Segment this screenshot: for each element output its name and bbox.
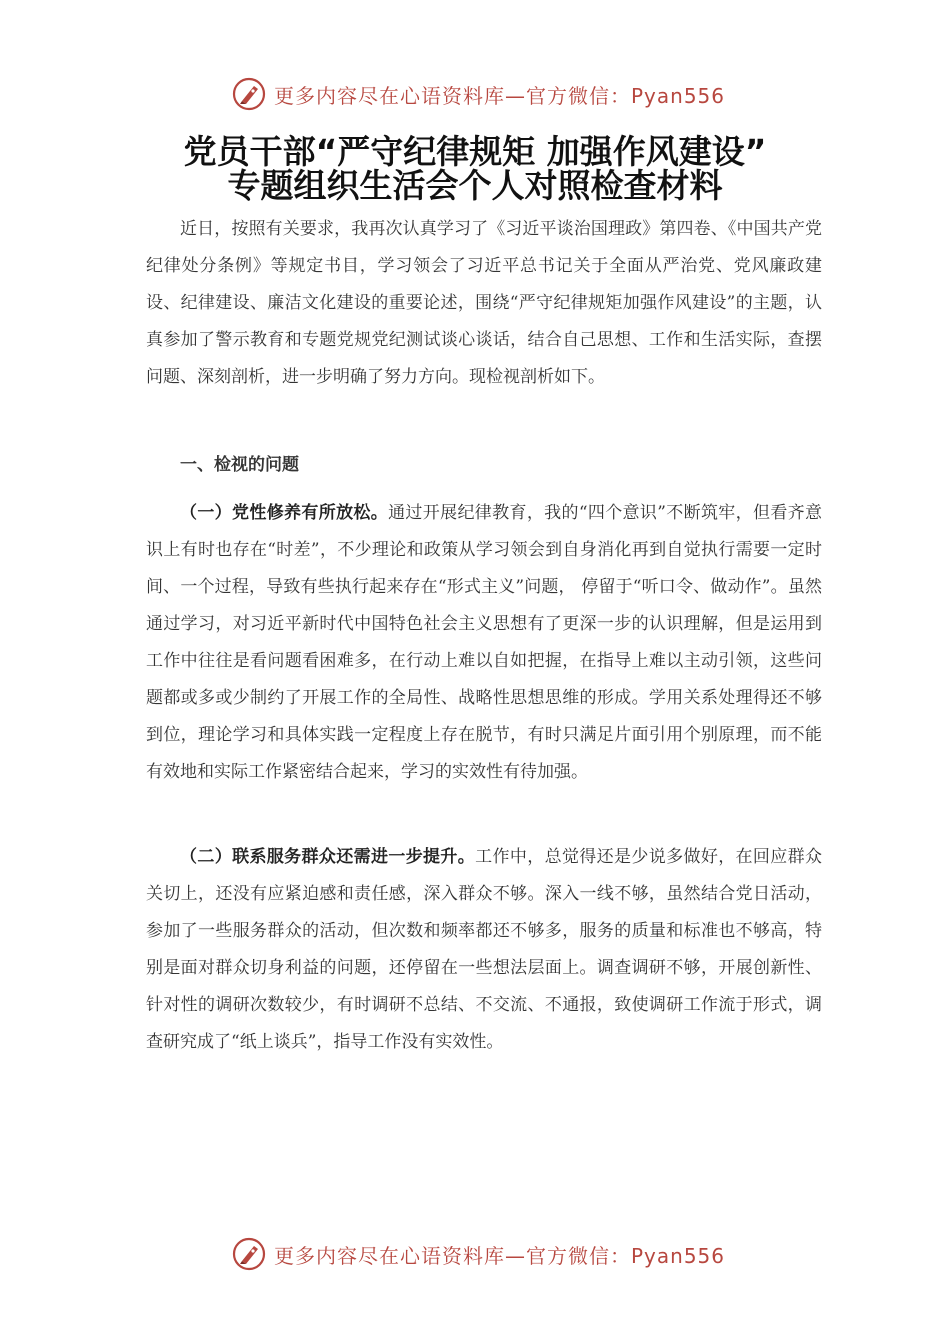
intro-paragraph: 近日，按照有关要求，我再次认真学习了《习近平谈治国理政》第四卷、《中国共产党纪律处分条例》等规定书目，学习领会了习近平总书记关于全面从严治党、党风廉政建设、纪律建设、廉洁文化建设的重要论述，围绕“严守纪律规矩加强作风建设”的主题，认真参加了警示教育和专题党规党纪测试谈心谈话，结合自己思想、工作和生活实际，查摆问题、深刻剖析，进一步明确了努力方向。现检视剖析如下。 — [146, 219, 822, 387]
subsection-2-lead: （二）联系服务群众还需进一步提升。 — [180, 847, 476, 867]
pen-nib-logo-icon — [232, 1237, 266, 1271]
subsection-2-body: 工作中，总觉得还是少说多做好，在回应群众关切上，还没有应紧迫感和责任感，深入群众不够。深入一线不够，虽然结合党日活动，参加了一些服务群众的活动，但次数和频率都还不够多，服务的质量和标准也不够高，特别是面对群众切身利益的问题，还停留在一些想法层面上。调查调研不够，开展创新性、针对性的调研次数较少，有时调研不总结、不交流、不通报，致使调研工作流于形式，调查研究成了“纸上谈兵”，指导工作没有实效性。 — [146, 847, 823, 1052]
banner-text: 更多内容尽在心语资料库—官方微信：Pyan556 — [274, 83, 726, 108]
section-heading: 一、检视的问题 — [180, 455, 299, 475]
document-title-line2: 专题组织生活会个人对照检查材料 — [227, 166, 723, 205]
subsection-1-body: 通过开展纪律教育，我的“四个意识”不断筑牢，但看齐意识上有时也存在“时差”，不少理论和政策从学习领会到自身消化再到自觉执行需要一定时间、一个过程，导致有些执行起来存在“形式主义”问题， 停留于“听口令、做动作”。虽然通过学习，对习近平新时代中国特色社会主义思想有了更深一步的认识理解，但是运用到工作中往往是看问题看困难多，在行动上难以自如把握，在指导上难以主动引领，这些问题都或多或少制约了开展工作的全局性、战略性思想思维的形成。学用关系处理得还不够到位，理论学习和具体实践一定程度上存在脱节，有时只满足片面引用个别原理，而不能有效地和实际工作紧密结合起来，学习的实效性有待加强。 — [146, 503, 822, 782]
header-banner — [232, 74, 752, 114]
subsection-1-lead: （一）党性修养有所放松。 — [180, 503, 389, 523]
banner-text: 更多内容尽在心语资料库—官方微信：Pyan556 — [274, 1243, 726, 1268]
document-title-line1: 党员干部“严守纪律规矩 加强作风建设” — [183, 132, 767, 171]
subsection-2-paragraph — [146, 839, 822, 1061]
pen-nib-logo-icon — [232, 77, 266, 111]
footer-banner — [232, 1234, 752, 1274]
subsection-1-paragraph — [146, 495, 822, 791]
